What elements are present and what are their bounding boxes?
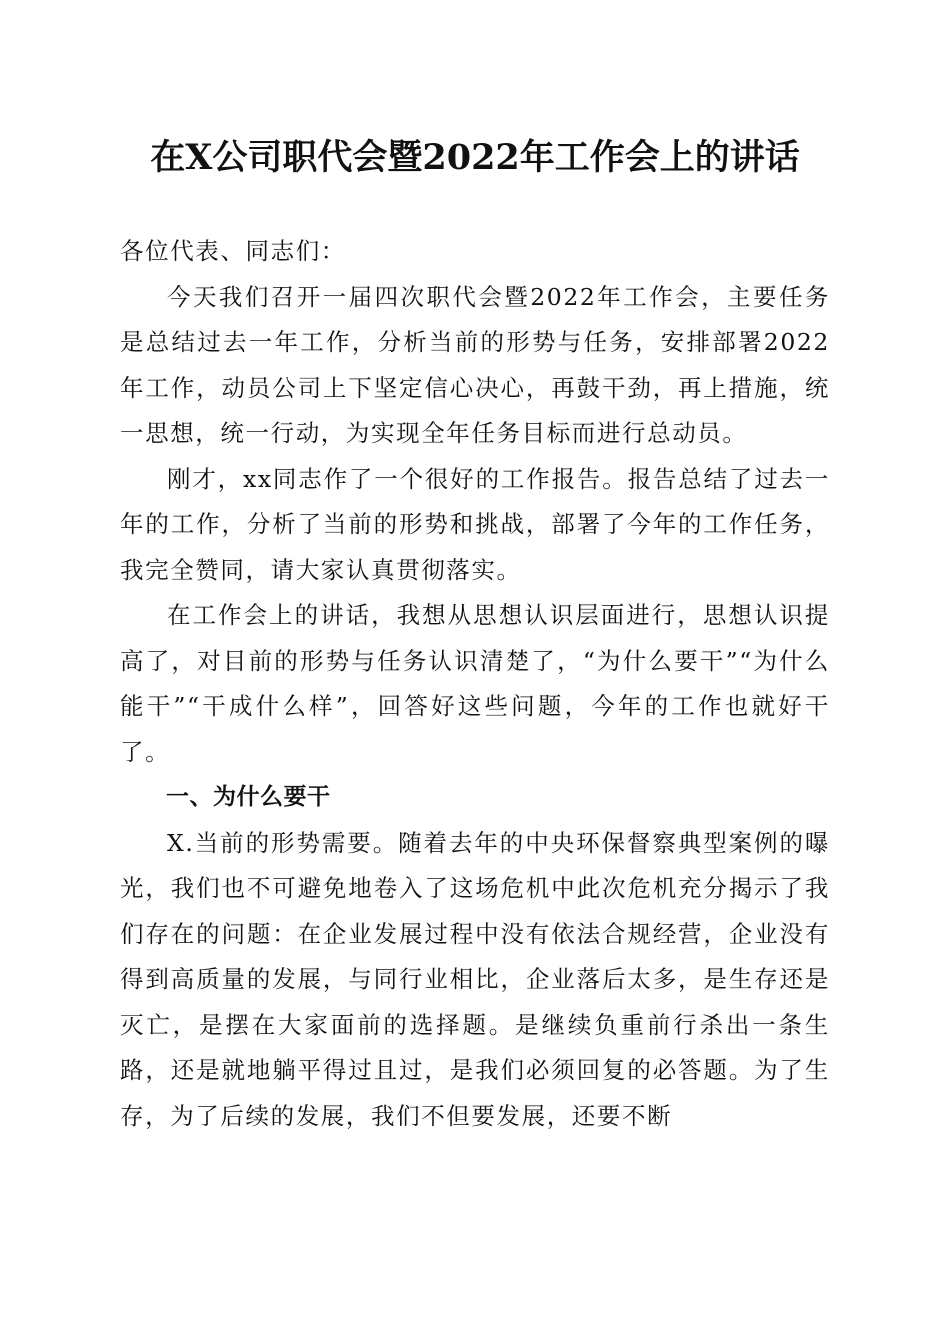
paragraph-report: 刚才，xx同志作了一个很好的工作报告。报告总结了过去一年的工作，分析了当前的形势和挑战，部署了今年的工作任务，我完全赞同，请大家认真贯彻落实。 xyxy=(120,464,830,584)
paragraph-situation: X.当前的形势需要。随着去年的中央环保督察典型案例的曝光，我们也不可避免地卷入了这场危机中此次危机充分揭示了我们存在的问题：在企业发展过程中没有依法合规经营，企业没有得到高质量的发展，与同行业相比，企业落后太多，是生存还是灭亡，是摆在大家面前的选择题。是继续负重前行杀出一条生路，还是就地躺平得过且过，是我们必须回复的必答题。为了生存，为了后续的发展，我们不但要发展，还要不断 xyxy=(120,828,830,1130)
document-body xyxy=(120,229,830,1139)
paragraph-intro: 今天我们召开一届四次职代会暨2022年工作会，主要任务是总结过去一年工作，分析当前的形势与任务，安排部署2022年工作，动员公司上下坚定信心决心，再鼓干劲，再上措施，统一思想，统一行动，为实现全年任务目标而进行总动员。 xyxy=(120,282,830,447)
paragraph-thinking: 在工作会上的讲话，我想从思想认识层面进行，思想认识提高了，对目前的形势与任务认识清楚了，“为什么要干”“为什么能干”“干成什么样”，回答好这些问题，今年的工作也就好干了。 xyxy=(120,601,830,766)
document-title: 在X公司职代会暨2022年工作会上的讲话 xyxy=(150,137,800,178)
section-heading: 一、为什么要干 xyxy=(166,784,331,810)
salutation: 各位代表、同志们： xyxy=(120,237,346,265)
